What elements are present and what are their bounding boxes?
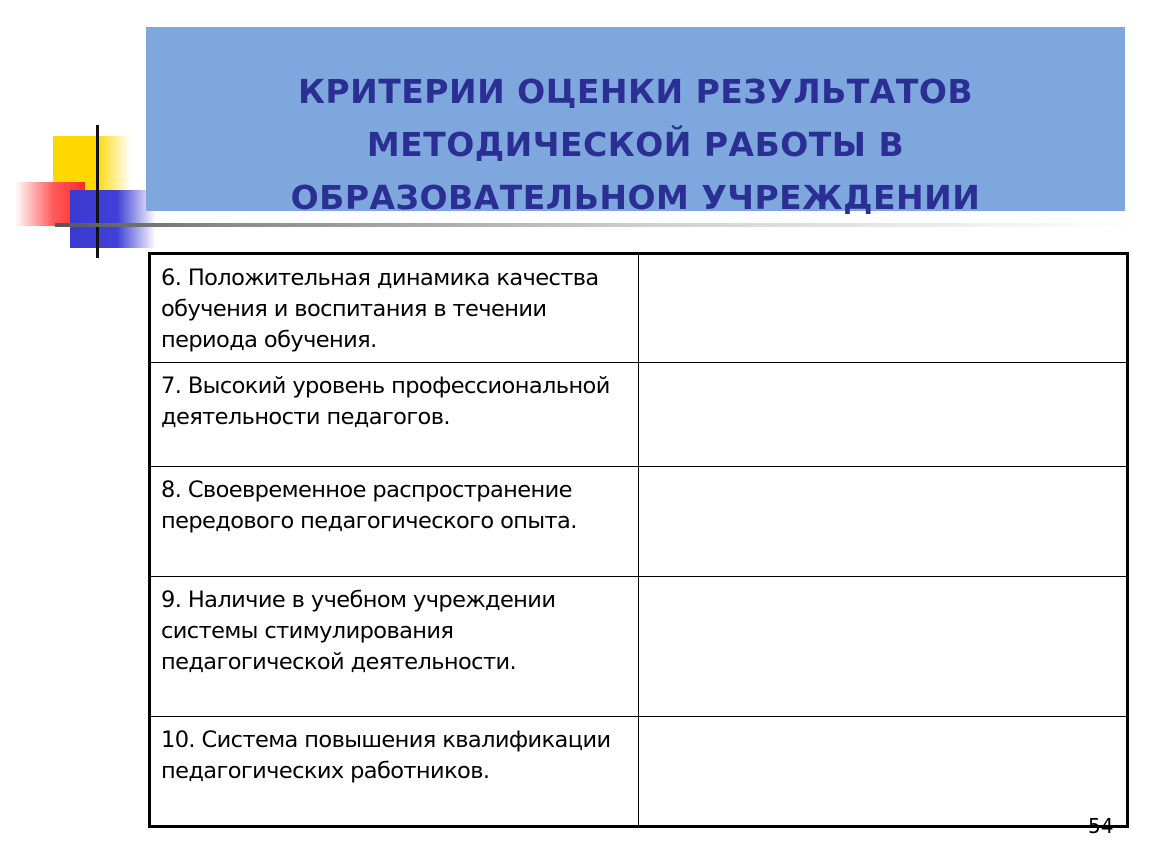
decor-vertical-line: [96, 125, 99, 258]
value-cell: [639, 717, 1128, 827]
value-cell: [639, 254, 1128, 363]
criterion-cell: 9. Наличие в учебном учреждении системы стимулирования педагогической деятельности.: [150, 577, 639, 717]
table-row: [150, 363, 1128, 467]
criterion-cell: 6. Положительная динамика качества обучения и воспитания в течении периода обучения.: [150, 254, 639, 363]
page-number: 54: [1088, 814, 1114, 838]
table-row: [150, 577, 1128, 717]
criteria-table: [148, 252, 1129, 828]
criterion-cell: 8. Своевременное распространение передового педагогического опыта.: [150, 467, 639, 577]
criterion-cell: 7. Высокий уровень профессиональной деятельности педагогов.: [150, 363, 639, 467]
title-banner: [146, 27, 1125, 217]
value-cell: [639, 577, 1128, 717]
criterion-cell: 10. Система повышения квалификации педагогических работников.: [150, 717, 639, 827]
table-row: [150, 254, 1128, 363]
value-cell: [639, 467, 1128, 577]
table-row: [150, 717, 1128, 827]
slide-title-line-1: КРИТЕРИИ ОЦЕНКИ РЕЗУЛЬТАТОВ: [297, 72, 974, 111]
slide-title: [146, 65, 1125, 224]
decor-blue-square: [70, 190, 156, 248]
value-cell: [639, 363, 1128, 467]
slide-title-line-2: МЕТОДИЧЕСКОЙ РАБОТЫ В: [366, 125, 905, 164]
table-row: [150, 467, 1128, 577]
slide-title-line-3: ОБРАЗОВАТЕЛЬНОМ УЧРЕЖДЕНИИ: [290, 178, 981, 217]
